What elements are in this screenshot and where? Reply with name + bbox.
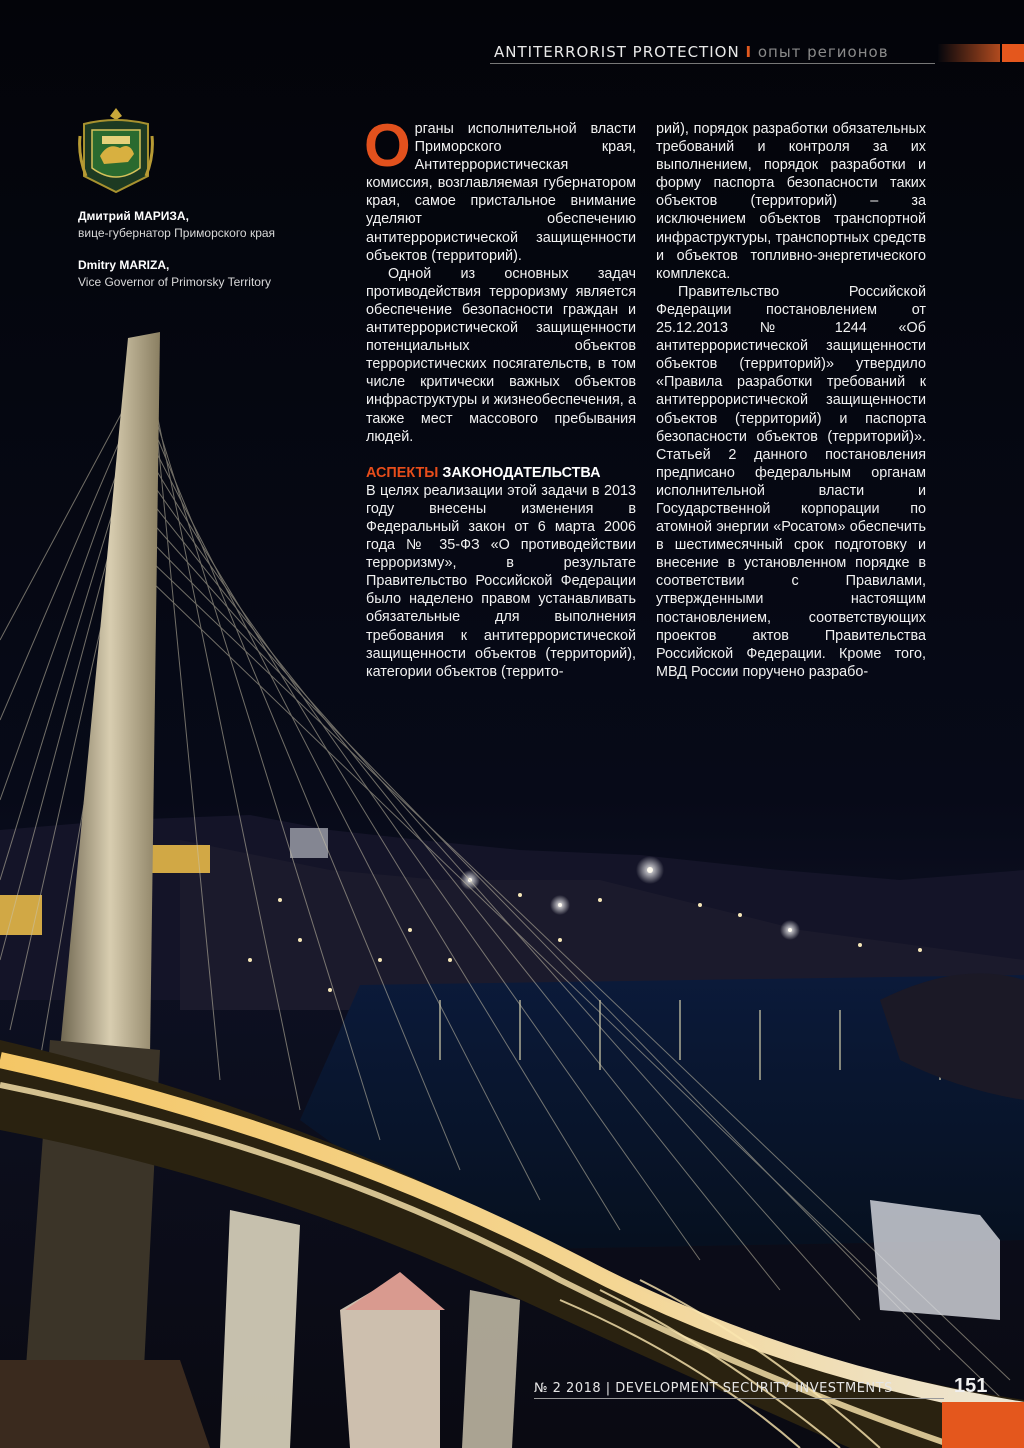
footer-rule [534, 1398, 944, 1399]
primorsky-coat-of-arms-icon [78, 106, 154, 194]
article-paragraph [364, 112, 636, 265]
article-paragraph: рий), порядок разработки обязательных требований и контроля за их выполнением, порядок разработки и форму паспорта безопасности таких объектов (территорий) – за исключением объектов транспортной инфраструктуры, транспортных средств и объектов топливно-энергетического комплекса. [656, 121, 926, 282]
section-heading-rest: ЗАКОНОДАТЕЛЬСТВА [442, 464, 601, 481]
header-accent-block [1002, 44, 1024, 62]
section-heading [366, 464, 636, 482]
header-text [494, 43, 889, 61]
header-gradient-bar [938, 44, 1000, 62]
author-ru [78, 208, 378, 242]
header-subtitle: опыт регионов [757, 43, 889, 61]
article-paragraph: Одной из основных задач противодействия терроризму является обеспечение безопасности граждан и антитеррористической защищенности потенциальных объектов террористических посягательств, в том числе критически важных объектов инфраструктуры и жизнеобеспечения, а также мест массового пребывания людей. [366, 265, 636, 445]
author-position-ru: вице-губернатор Приморского края [78, 226, 276, 240]
footer-accent-block [942, 1402, 1024, 1448]
article-paragraph: Правительство Российской Федерации постановлением от 25.12.2013 № 1244 «Об антитеррористической защищенности объектов (территорий)» утвердило «Правила разработки требований к антитеррористической защищенности объектов (территорий) и паспорта безопасности объектов (территорий)». Статьей 2 данного постановления предписано федеральным органам исполнительной власти и Государственной корпорации по атомной энергии «Росатом» обеспечить в шестимесячный срок подготовку и внесение в установленном порядке в соответствии с Правилами, утвержденными настоящим постановлением, соответствующих проектов актов Правительства Российской Федерации. Кроме того, МВД России поручено разрабо- [656, 283, 926, 680]
header-rule [490, 63, 935, 64]
drop-cap: О [364, 112, 411, 179]
section-heading-accent: АСПЕКТЫ [366, 464, 439, 481]
footer-issue: № 2 2018 | DEVELOPMENT SECURITY INVESTMENTS [534, 1381, 893, 1396]
author-position-en: Vice Governor of Primorsky Territory [78, 275, 271, 289]
article-paragraph: В целях реализации этой задачи в 2013 году внесены изменения в Федеральный закон от 6 марта 2006 года № 35-ФЗ «О противодействии терроризму», в результате Правительство Российской Федерации было наделено правом устанавливать обязательные для выполнения требования к антитеррористической защищенности объектов (территорий), категории объектов (террито- [366, 482, 636, 680]
article-column-2 [656, 120, 926, 681]
page-number: 151 [954, 1375, 988, 1397]
author-name-en: Dmitry MARIZA, [78, 258, 170, 272]
paragraph-text: рганы исполнительной власти Приморского края, Антитеррористическая комиссия, возглавляемая губернатором края, самое пристальное внимание уделяют обеспечению антитеррористической защищенности объектов (территорий). [366, 121, 636, 264]
header-title: ANTITERRORIST PROTECTION [494, 43, 740, 61]
article-column-1 [364, 112, 636, 681]
author-en [78, 257, 378, 291]
header-separator: I [745, 43, 753, 61]
author-name-ru: Дмитрий МАРИЗА, [78, 209, 189, 223]
